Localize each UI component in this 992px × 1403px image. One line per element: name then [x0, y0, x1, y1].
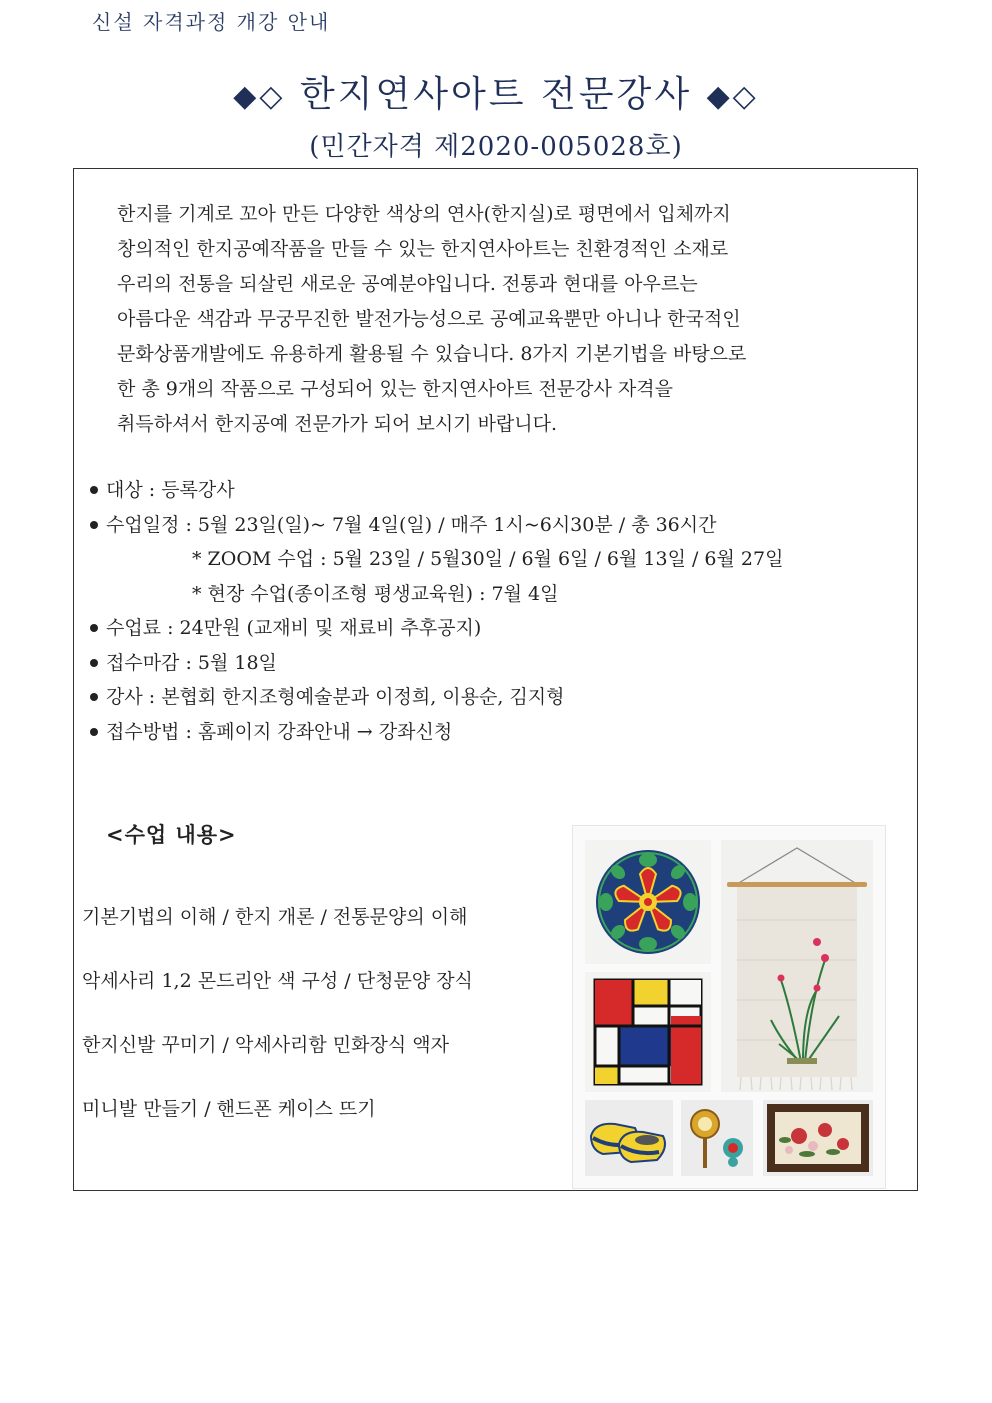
- info-target: 대상 : 등록강사: [86, 473, 783, 508]
- intro-line: 취득하셔서 한지공예 전문가가 되어 보시기 바랍니다.: [117, 413, 558, 435]
- info-fee: 수업료 : 24만원 (교재비 및 재료비 추후공지): [86, 611, 783, 646]
- diamond-marks-right: ◆◇: [706, 79, 759, 114]
- mirror-accessory-artwork-image: [681, 1100, 753, 1176]
- intro-line: 한 총 9개의 작품으로 구성되어 있는 한지연사아트 전문강사 자격을: [117, 378, 673, 400]
- title-text: 한지연사아트 전문강사: [299, 74, 693, 115]
- framed-folk-painting-image: [763, 1100, 873, 1176]
- bullet-icon: [90, 693, 98, 701]
- hanji-shoes-artwork-image: [585, 1100, 673, 1176]
- wall-hanging-artwork-image: [721, 840, 873, 1092]
- intro-line: 문화상품개발에도 유용하게 활용될 수 있습니다. 8가지 기본기법을 바탕으로: [117, 343, 747, 365]
- info-zoom: * ZOOM 수업 : 5월 23일 / 5월30일 / 6월 6일 / 6월 13일 / 6월 27일: [192, 548, 784, 570]
- intro-line: 우리의 전통을 되살린 새로운 공예분야입니다. 전통과 현대를 아우르는: [117, 273, 698, 295]
- intro-line: 한지를 기계로 꼬아 만든 다양한 색상의 연사(한지실)로 평면에서 입체까지: [117, 203, 731, 225]
- intro-line: 창의적인 한지공예작품을 만들 수 있는 한지연사아트는 친환경적인 소재로: [117, 238, 729, 260]
- content-box: [73, 168, 918, 1191]
- diamond-marks-left: ◆◇: [233, 79, 286, 114]
- mandala-artwork-image: [585, 840, 711, 964]
- artwork-photo-collage: [572, 825, 886, 1189]
- info-schedule: 수업일정 : 5월 23일(일)~ 7월 4일(일) / 매주 1시~6시30분 / 총 36시간: [86, 508, 783, 543]
- bullet-icon: [90, 624, 98, 632]
- intro-line: 아름다운 색감과 무궁무진한 발전가능성으로 공예교육뿐만 아니나 한국적인: [117, 308, 741, 330]
- page-subtitle: (민간자격 제2020-005028호): [309, 132, 683, 162]
- page-title: [0, 66, 992, 117]
- info-list: [86, 473, 783, 749]
- info-onsite: * 현장 수업(종이조형 평생교육원) : 7월 4일: [192, 582, 559, 605]
- bullet-icon: [90, 486, 98, 494]
- bullet-icon: [90, 521, 98, 529]
- notice-heading: 신설 자격과정 개강 안내: [92, 10, 331, 34]
- bullet-icon: [90, 659, 98, 667]
- course-item: 악세사리 1,2 몬드리안 색 구성 / 단청문양 장식: [82, 970, 473, 992]
- info-instructors: 강사 : 본협회 한지조형예술분과 이정희, 이용순, 김지형: [86, 680, 783, 715]
- course-item: 미니발 만들기 / 핸드폰 케이스 뜨기: [82, 1098, 376, 1120]
- course-item: 기본기법의 이해 / 한지 개론 / 전통문양의 이해: [82, 906, 468, 928]
- info-method: 접수방법 : 홈페이지 강좌안내 → 강좌신청: [86, 715, 783, 750]
- course-section-title: <수업 내용>: [106, 822, 237, 847]
- intro-paragraph: [117, 197, 907, 442]
- bullet-icon: [90, 728, 98, 736]
- mondrian-artwork-image: [585, 972, 711, 1092]
- info-deadline: 접수마감 : 5월 18일: [86, 646, 783, 681]
- course-item: 한지신발 꾸미기 / 악세사리함 민화장식 액자: [82, 1034, 449, 1056]
